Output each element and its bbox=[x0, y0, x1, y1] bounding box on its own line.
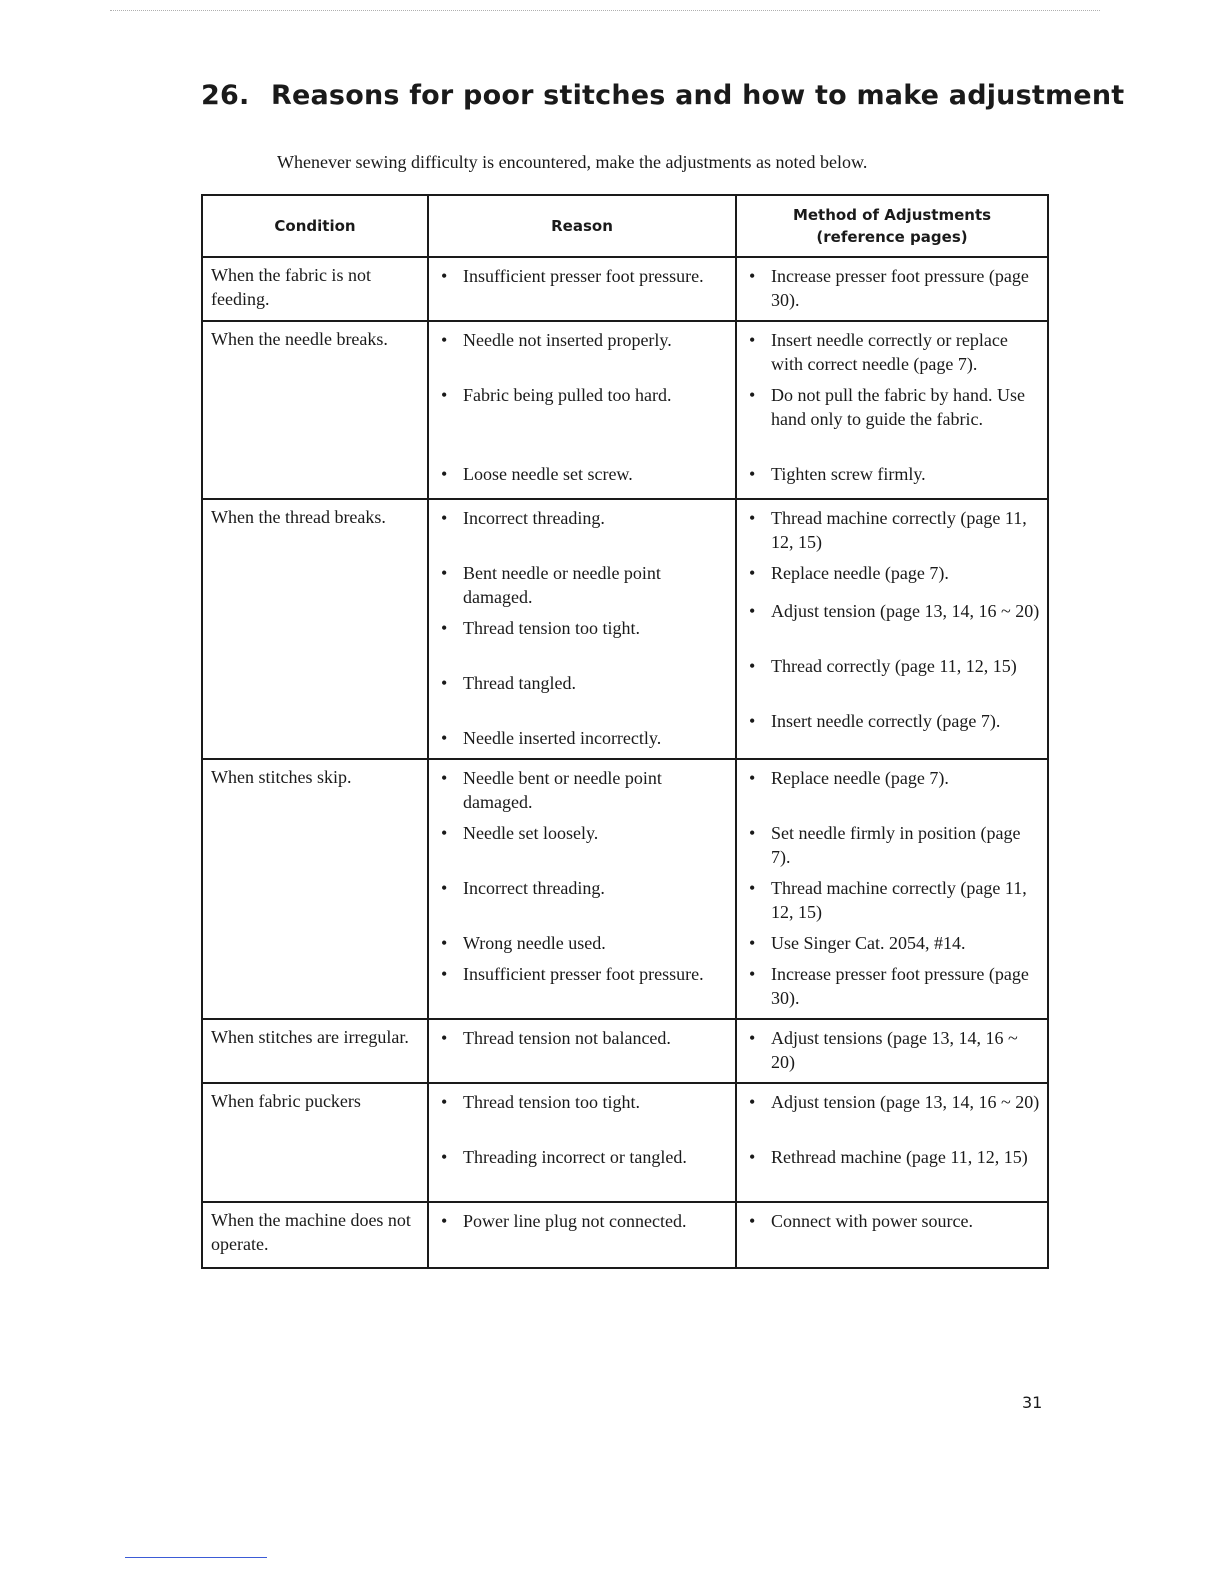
bullet-icon: • bbox=[749, 464, 756, 484]
reason-text: Needle not inserted properly. bbox=[463, 330, 672, 350]
method-item bbox=[745, 328, 1041, 376]
bullet-icon: • bbox=[441, 266, 448, 286]
bullet-icon: • bbox=[749, 823, 756, 843]
method-item bbox=[745, 506, 1041, 554]
page-number: 31 bbox=[1022, 1393, 1043, 1412]
method-item bbox=[745, 561, 1041, 592]
method-text: Thread correctly (page 11, 12, 15) bbox=[771, 656, 1017, 676]
method-item bbox=[745, 821, 1041, 869]
reason-cell bbox=[428, 321, 736, 499]
intro-text: Whenever sewing difficulty is encountered, make the adjustments as noted below. bbox=[277, 152, 868, 172]
reason-item bbox=[437, 1209, 729, 1233]
reason-text: Needle set loosely. bbox=[463, 823, 599, 843]
reason-text: Incorrect threading. bbox=[463, 878, 605, 898]
reason-text: Thread tension too tight. bbox=[463, 618, 640, 638]
reason-item bbox=[437, 671, 729, 719]
footer-rule bbox=[125, 1557, 267, 1558]
method-text: Thread machine correctly (page 11, 12, 15) bbox=[771, 508, 1027, 552]
reason-text: Wrong needle used. bbox=[463, 933, 606, 953]
reason-item bbox=[437, 328, 729, 376]
condition-cell: When stitches are irregular. bbox=[202, 1019, 428, 1083]
header-method-subtitle: (reference pages) bbox=[816, 228, 968, 246]
bullet-icon: • bbox=[441, 330, 448, 350]
method-text: Increase presser foot pressure (page 30). bbox=[771, 266, 1029, 310]
method-item bbox=[745, 766, 1041, 814]
bullet-icon: • bbox=[749, 563, 756, 583]
method-list bbox=[745, 505, 1041, 733]
method-cell bbox=[736, 1019, 1048, 1083]
condition-cell: When the thread breaks. bbox=[202, 499, 428, 759]
reason-item bbox=[437, 383, 729, 455]
method-list bbox=[745, 263, 1041, 312]
bullet-icon: • bbox=[749, 385, 756, 405]
condition-cell: When the fabric is not feeding. bbox=[202, 257, 428, 321]
bullet-icon: • bbox=[441, 878, 448, 898]
method-cell bbox=[736, 499, 1048, 759]
bullet-icon: • bbox=[441, 385, 448, 405]
reason-text: Needle inserted incorrectly. bbox=[463, 728, 662, 748]
bullet-icon: • bbox=[749, 508, 756, 528]
table-row bbox=[202, 499, 1048, 759]
header-condition: Condition bbox=[202, 195, 428, 257]
method-item bbox=[745, 383, 1041, 455]
method-list bbox=[745, 1208, 1041, 1233]
bullet-icon: • bbox=[441, 933, 448, 953]
reason-item bbox=[437, 1026, 729, 1074]
bullet-icon: • bbox=[749, 933, 756, 953]
method-item bbox=[745, 1209, 1041, 1233]
reason-item bbox=[437, 264, 729, 288]
method-list bbox=[745, 327, 1041, 486]
reason-item bbox=[437, 962, 729, 1010]
reason-text: Thread tangled. bbox=[463, 673, 576, 693]
scan-edge-line bbox=[110, 10, 1100, 11]
bullet-icon: • bbox=[749, 1028, 756, 1048]
method-text: Insert needle correctly (page 7). bbox=[771, 711, 1001, 731]
bullet-icon: • bbox=[749, 601, 756, 621]
header-method bbox=[736, 195, 1048, 257]
method-item bbox=[745, 1026, 1041, 1074]
bullet-icon: • bbox=[749, 330, 756, 350]
condition-cell: When stitches skip. bbox=[202, 759, 428, 1019]
method-text: Insert needle correctly or replace with correct needle (page 7). bbox=[771, 330, 1008, 374]
method-text: Adjust tensions (page 13, 14, 16 ~ 20) bbox=[771, 1028, 1018, 1072]
bullet-icon: • bbox=[441, 563, 448, 583]
reason-item bbox=[437, 876, 729, 924]
bullet-icon: • bbox=[441, 1028, 448, 1048]
section-number: 26. bbox=[201, 80, 250, 111]
reason-text: Bent needle or needle point damaged. bbox=[463, 563, 661, 607]
bullet-icon: • bbox=[749, 711, 756, 731]
method-item bbox=[745, 876, 1041, 924]
method-item bbox=[745, 1090, 1041, 1138]
bullet-icon: • bbox=[441, 964, 448, 984]
method-cell bbox=[736, 1083, 1048, 1202]
bullet-icon: • bbox=[749, 768, 756, 788]
section-heading bbox=[201, 80, 1124, 111]
reason-item bbox=[437, 1090, 729, 1138]
reason-item bbox=[437, 462, 729, 486]
reason-list bbox=[437, 327, 729, 486]
reason-list bbox=[437, 1025, 729, 1074]
condition-cell: When the machine does not operate. bbox=[202, 1202, 428, 1268]
bullet-icon: • bbox=[749, 964, 756, 984]
reason-text: Power line plug not connected. bbox=[463, 1211, 687, 1231]
bullet-icon: • bbox=[749, 266, 756, 286]
reason-cell bbox=[428, 1202, 736, 1268]
bullet-icon: • bbox=[749, 1092, 756, 1112]
bullet-icon: • bbox=[441, 1092, 448, 1112]
method-item bbox=[745, 462, 1041, 486]
table-row bbox=[202, 1083, 1048, 1202]
reason-item bbox=[437, 506, 729, 554]
reason-item bbox=[437, 766, 729, 814]
bullet-icon: • bbox=[441, 1211, 448, 1231]
method-text: Increase presser foot pressure (page 30). bbox=[771, 964, 1029, 1008]
bullet-icon: • bbox=[749, 878, 756, 898]
method-text: Do not pull the fabric by hand. Use hand only to guide the fabric. bbox=[771, 385, 1025, 429]
condition-cell: When the needle breaks. bbox=[202, 321, 428, 499]
troubleshooting-table bbox=[201, 194, 1049, 1269]
reason-list bbox=[437, 765, 729, 1010]
reason-list bbox=[437, 1089, 729, 1193]
table-row bbox=[202, 257, 1048, 321]
method-text: Adjust tension (page 13, 14, 16 ~ 20) bbox=[771, 601, 1040, 621]
method-list bbox=[745, 1025, 1041, 1074]
method-text: Set needle firmly in position (page 7). bbox=[771, 823, 1021, 867]
reason-item bbox=[437, 726, 729, 750]
header-method-title: Method of Adjustments bbox=[792, 206, 992, 224]
reason-item bbox=[437, 931, 729, 955]
reason-list bbox=[437, 505, 729, 750]
method-item bbox=[745, 962, 1041, 1010]
section-title: Reasons for poor stitches and how to make adjustment bbox=[271, 80, 1125, 111]
method-text: Thread machine correctly (page 11, 12, 15) bbox=[771, 878, 1027, 922]
reason-text: Threading incorrect or tangled. bbox=[463, 1147, 687, 1167]
method-item bbox=[745, 1145, 1041, 1193]
reason-text: Needle bent or needle point damaged. bbox=[463, 768, 662, 812]
reason-cell bbox=[428, 759, 736, 1019]
bullet-icon: • bbox=[441, 508, 448, 528]
bullet-icon: • bbox=[749, 656, 756, 676]
method-cell bbox=[736, 1202, 1048, 1268]
bullet-icon: • bbox=[441, 768, 448, 788]
method-text: Tighten screw firmly. bbox=[771, 464, 926, 484]
bullet-icon: • bbox=[441, 728, 448, 748]
reason-item bbox=[437, 1145, 729, 1193]
header-reason: Reason bbox=[428, 195, 736, 257]
reason-text: Incorrect threading. bbox=[463, 508, 605, 528]
reason-cell bbox=[428, 257, 736, 321]
reason-text: Thread tension not balanced. bbox=[463, 1028, 671, 1048]
bullet-icon: • bbox=[749, 1211, 756, 1231]
bullet-icon: • bbox=[749, 1147, 756, 1167]
reason-text: Thread tension too tight. bbox=[463, 1092, 640, 1112]
method-item bbox=[745, 264, 1041, 312]
reason-cell bbox=[428, 1083, 736, 1202]
reason-text: Fabric being pulled too hard. bbox=[463, 385, 672, 405]
table-row bbox=[202, 759, 1048, 1019]
reason-text: Insufficient presser foot pressure. bbox=[463, 964, 704, 984]
bullet-icon: • bbox=[441, 464, 448, 484]
method-item bbox=[745, 709, 1041, 733]
method-text: Replace needle (page 7). bbox=[771, 768, 949, 788]
reason-item bbox=[437, 561, 729, 609]
method-text: Use Singer Cat. 2054, #14. bbox=[771, 933, 966, 953]
method-text: Connect with power source. bbox=[771, 1211, 973, 1231]
reason-cell bbox=[428, 499, 736, 759]
bullet-icon: • bbox=[441, 1147, 448, 1167]
table-row bbox=[202, 321, 1048, 499]
method-list bbox=[745, 1089, 1041, 1193]
condition-cell: When fabric puckers bbox=[202, 1083, 428, 1202]
method-item bbox=[745, 654, 1041, 702]
method-text: Replace needle (page 7). bbox=[771, 563, 949, 583]
method-text: Adjust tension (page 13, 14, 16 ~ 20) bbox=[771, 1092, 1040, 1112]
method-text: Rethread machine (page 11, 12, 15) bbox=[771, 1147, 1028, 1167]
method-cell bbox=[736, 759, 1048, 1019]
bullet-icon: • bbox=[441, 823, 448, 843]
reason-text: Insufficient presser foot pressure. bbox=[463, 266, 704, 286]
reason-item bbox=[437, 821, 729, 869]
method-item bbox=[745, 931, 1041, 955]
bullet-icon: • bbox=[441, 618, 448, 638]
method-cell bbox=[736, 321, 1048, 499]
bullet-icon: • bbox=[441, 673, 448, 693]
reason-text: Loose needle set screw. bbox=[463, 464, 633, 484]
method-item bbox=[745, 599, 1041, 647]
table-body bbox=[202, 257, 1048, 1268]
reason-list bbox=[437, 1208, 729, 1233]
method-list bbox=[745, 765, 1041, 1010]
table-row bbox=[202, 1019, 1048, 1083]
table-header-row bbox=[202, 195, 1048, 257]
method-cell bbox=[736, 257, 1048, 321]
reason-item bbox=[437, 616, 729, 664]
table-row bbox=[202, 1202, 1048, 1268]
reason-cell bbox=[428, 1019, 736, 1083]
reason-list bbox=[437, 263, 729, 288]
